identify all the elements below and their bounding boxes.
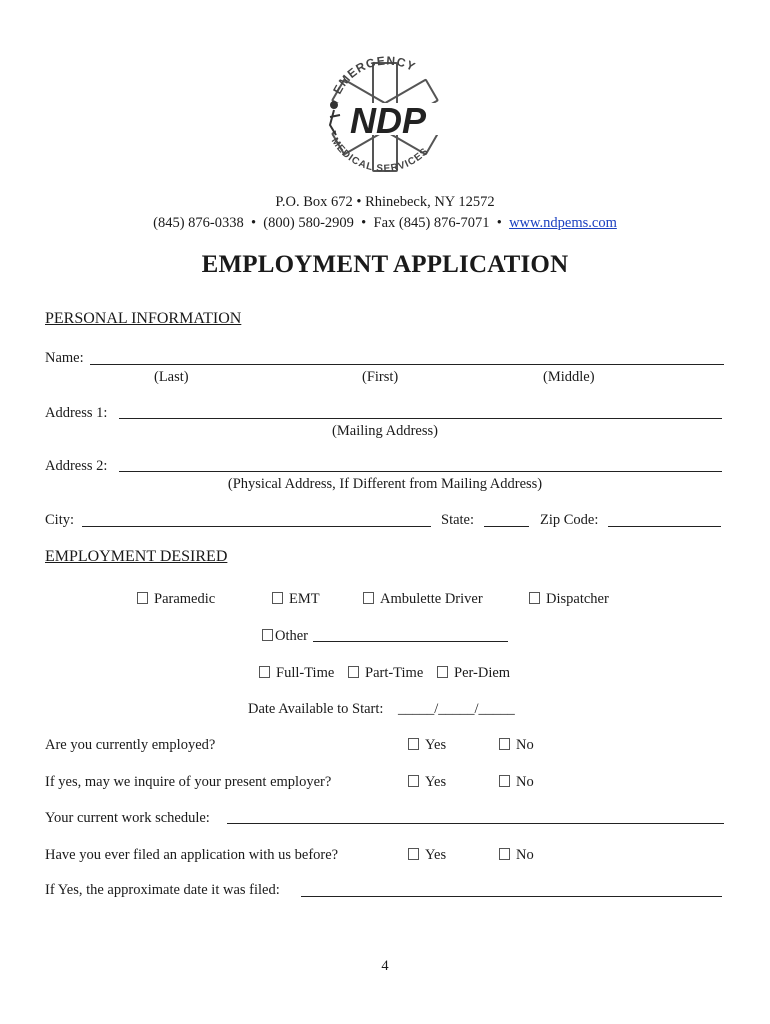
zip-field[interactable] [608,526,721,527]
city-label: City: [45,512,75,528]
filed-before-yes[interactable] [408,847,446,864]
svg-text:EMERGENCY [330,55,418,96]
date-available-field[interactable]: _____/_____/_____ [398,701,515,717]
option-part-time[interactable] [348,665,423,682]
no-label: No [516,774,534,790]
first-name-caption: (First) [362,369,399,385]
full-time-checkbox[interactable] [259,666,270,678]
filed-date-label: If Yes, the approximate date it was filed: [45,882,280,898]
currently-employed-no[interactable] [499,737,534,754]
address1-label: Address 1: [45,405,108,421]
mailing-address-caption: (Mailing Address) [332,423,438,439]
address1-field[interactable] [119,418,722,419]
emt-label: EMT [289,591,320,607]
middle-name-caption: (Middle) [543,369,595,385]
option-other[interactable] [262,628,308,645]
state-field[interactable] [484,526,529,527]
currently-employed-no-checkbox[interactable] [499,738,510,750]
inquire-employer-yes[interactable] [408,774,446,791]
ndp-ems-logo [318,55,453,180]
employment-desired-heading: EMPLOYMENT DESIRED [45,548,228,565]
last-name-caption: (Last) [154,369,189,385]
contact-address: P.O. Box 672 • Rhinebeck, NY 12572 [275,194,495,210]
option-emt[interactable] [272,591,320,608]
logo-bottom-text: MEDICAL SERVICES [328,135,431,175]
part-time-label: Part-Time [365,665,424,681]
work-schedule-field[interactable] [227,823,724,824]
option-dispatcher[interactable] [529,591,609,608]
contact-phones [0,215,770,232]
filed-before-no-checkbox[interactable] [499,848,510,860]
zip-label: Zip Code: [540,512,599,528]
city-field[interactable] [82,526,431,527]
inquire-employer-no[interactable] [499,774,534,791]
yes-label: Yes [425,774,447,790]
state-label: State: [441,512,475,528]
option-ambulette-driver[interactable] [363,591,483,608]
filed-before-yes-checkbox[interactable] [408,848,419,860]
name-label: Name: [45,350,84,366]
address2-label: Address 2: [45,458,108,474]
name-field[interactable] [90,364,724,365]
page-title: EMPLOYMENT APPLICATION [201,251,569,278]
dispatcher-label: Dispatcher [546,591,609,607]
option-per-diem[interactable] [437,665,510,682]
other-field[interactable] [313,641,508,642]
inquire-employer-no-checkbox[interactable] [499,775,510,787]
work-schedule-label: Your current work schedule: [45,810,210,826]
logo-top-text: EMERGENCY [330,55,419,97]
ambulette-driver-checkbox[interactable] [363,592,374,604]
paramedic-label: Paramedic [154,591,216,607]
emt-checkbox[interactable] [272,592,283,604]
option-paramedic[interactable] [137,591,215,608]
dispatcher-checkbox[interactable] [529,592,540,604]
per-diem-checkbox[interactable] [437,666,448,678]
currently-employed-yes[interactable] [408,737,446,754]
website-link[interactable]: www.ndpems.com [509,215,617,231]
currently-employed-question: Are you currently employed? [45,737,216,753]
paramedic-checkbox[interactable] [137,592,148,604]
contact-phone-numbers: (845) 876-0338 • (800) 580-2909 • Fax (845) 876-7071 • [153,215,510,231]
other-label: Other [275,628,309,644]
part-time-checkbox[interactable] [348,666,359,678]
filed-date-field[interactable] [301,896,722,897]
ambulette-driver-label: Ambulette Driver [380,591,483,607]
inquire-employer-yes-checkbox[interactable] [408,775,419,787]
address2-field[interactable] [119,471,722,472]
per-diem-label: Per-Diem [454,665,511,681]
svg-text:MEDICAL SERVICES [329,136,431,175]
logo-center-text: NDP [349,100,427,141]
other-checkbox[interactable] [262,629,273,641]
currently-employed-yes-checkbox[interactable] [408,738,419,750]
option-full-time[interactable] [259,665,334,682]
inquire-employer-question: If yes, may we inquire of your present employer? [45,774,332,790]
no-label: No [516,737,534,753]
full-time-label: Full-Time [276,665,335,681]
physical-address-caption: (Physical Address, If Different from Mailing Address) [227,476,543,492]
personal-info-heading: PERSONAL INFORMATION [45,310,242,327]
yes-label: Yes [425,847,447,863]
page-number: 4 [381,958,389,974]
date-available-label: Date Available to Start: [248,701,384,717]
no-label: No [516,847,534,863]
yes-label: Yes [425,737,447,753]
filed-before-question: Have you ever filed an application with us before? [45,847,339,863]
filed-before-no[interactable] [499,847,534,864]
